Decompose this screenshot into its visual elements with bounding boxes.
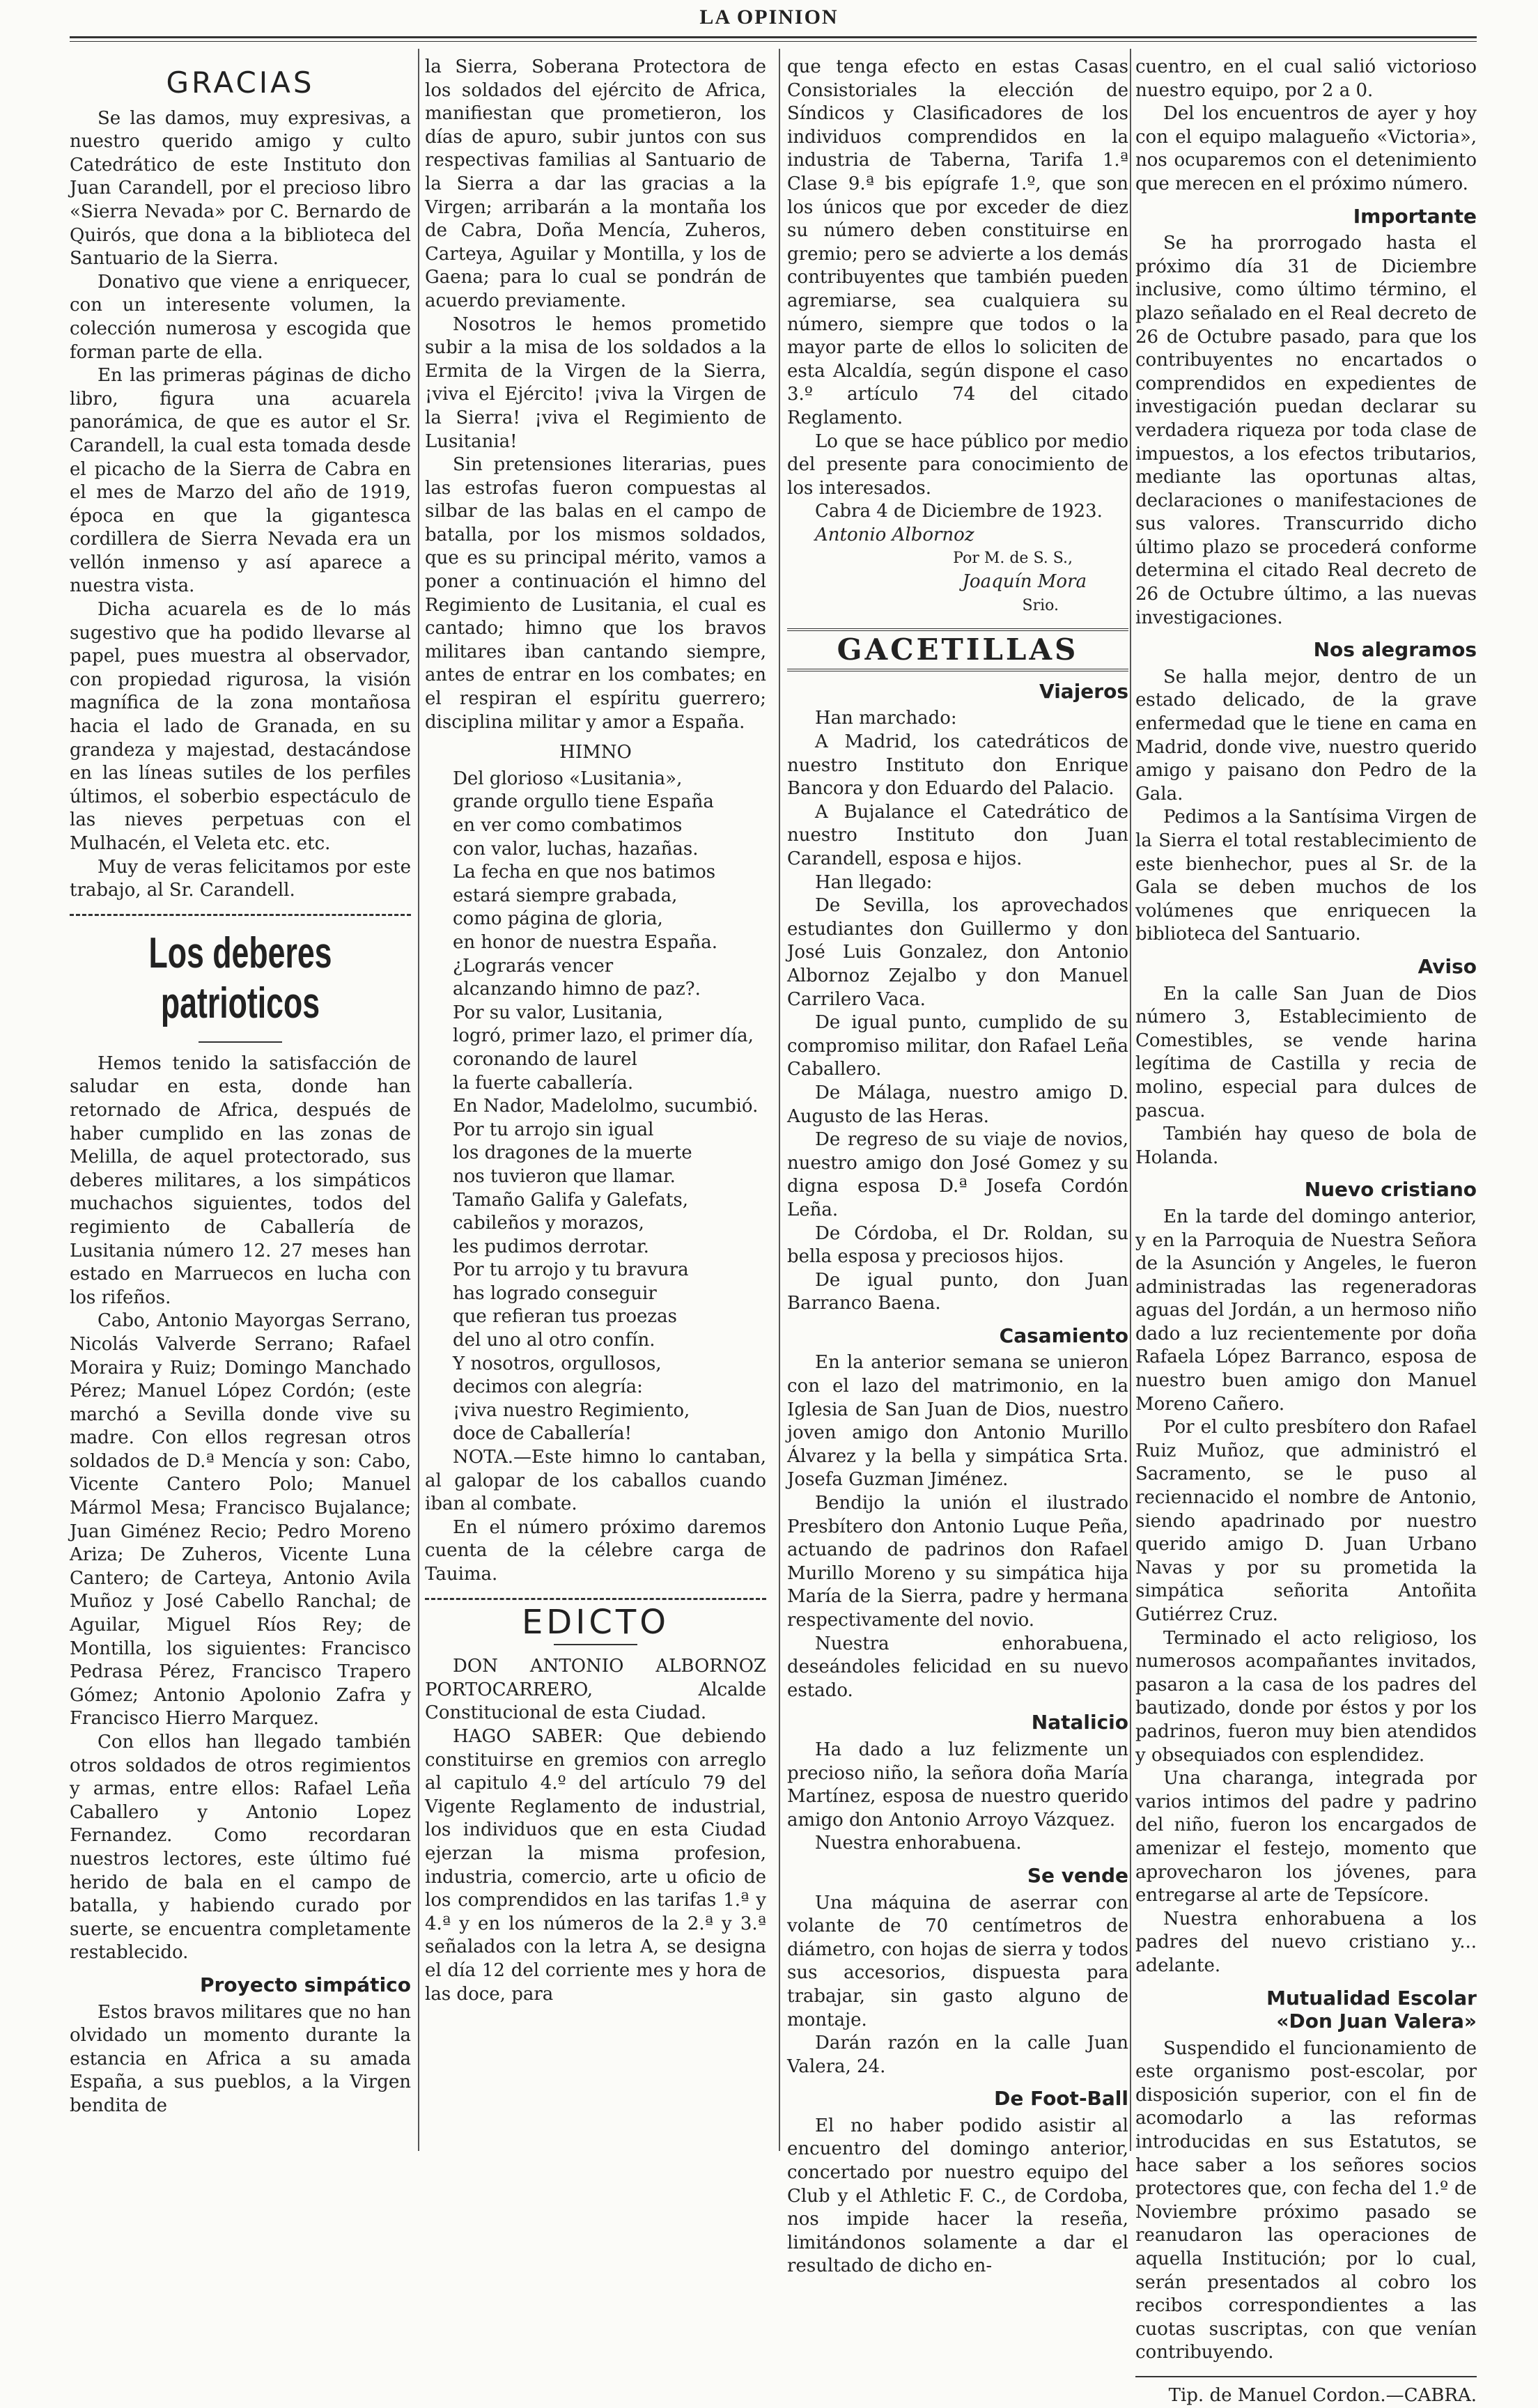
paragraph: Se las damos, muy expresivas, a nuestro querido amigo y culto Catedrático de este Instituto don Juan Carandell, por el precioso libro «Sierra Nevada» por C. Bernardo de Quirós, que dona a la biblioteca del Santuario de la Sierra. — [70, 107, 411, 271]
column-4 — [1135, 56, 1477, 2151]
importante-heading: Importante — [1135, 205, 1477, 228]
paragraph: Con ellos han llegado también otros soldados de otros regimientos y armas, entre ellos: Rafael Leña Caballero y Antonio Lopez Fernandez. Como recordaran nuestros lectores, este último fué herido de bala en el campo de batalla, y habiendo curado por suerte, se encuentra completamente restablecido. — [70, 1731, 411, 1965]
footer-rule — [1135, 2376, 1477, 2377]
deberes-body — [70, 1052, 411, 1965]
poem-line: Del glorioso «Lusitania», — [453, 768, 766, 791]
paragraph: que tenga efecto en estas Casas Consistoriales la elección de Síndicos y Clasificadores de los individuos comprendidos en la industria de Taberna, Tarifa 1.ª Clase 9.ª bis epígrafe 1.º, que son los únicos que por exceder de diez su número deben constituirse en gremio; pero se advierte a los demás contribuyentes que también pueden agremiarse, sea cualquiera su número, siempre que todos o la mayor parte de ellos lo soliciten de esta Alcaldía, según dispone el caso 3.º artículo 74 del citado Reglamento. — [787, 56, 1128, 430]
sevende-heading: Se vende — [787, 1864, 1128, 1888]
paragraph: Nuestra enhorabuena a los padres del nuevo cristiano y... adelante. — [1135, 1908, 1477, 1978]
paragraph: Han marchado: — [787, 707, 1128, 731]
column-1 — [70, 56, 411, 2151]
natalicio-heading: Natalicio — [787, 1711, 1128, 1734]
alegramos-heading: Nos alegramos — [1135, 638, 1477, 662]
poem-line: Por su valor, Lusitania, — [453, 1002, 766, 1025]
column-divider — [1130, 49, 1131, 2151]
paragraph: Cabo, Antonio Mayorgas Serrano, Nicolás Valverde Serrano; Rafael Moraira y Ruiz; Domingo Manchado Pérez; Manuel López Cordón; (este marchó a Sevilla donde vive su madre. Con ellos regresan otros soldados de D.ª Mencía y son: Cabo, Vicente Cantero Polo; Manuel Mármol Mesa; Francisco Bujalance; Juan Giménez Recio; Pedro Moreno Ariza; De Zuheros, Vicente Luna Cantero; de Carteya, Antonio Avila Muñoz y José Cabello Ranchal; de Aguilar, Miguel Ríos Rey; de Montilla, los siguientes: Francisco Pedrasa Pérez, Francisco Trapero Gómez; Antonio Apolonio Zafra y Francisco Hierro Marquez. — [70, 1310, 411, 1731]
poem-line: los dragones de la muerte — [453, 1142, 766, 1165]
paragraph: NOTA.—Este himno lo cantaban, al galopar de los caballos cuando iban al combate. — [425, 1446, 766, 1516]
poem-line: nos tuvieron que llamar. — [453, 1165, 766, 1189]
poem-line: en ver como combatimos — [453, 814, 766, 838]
paragraph: Nuestra enhorabuena. — [787, 1832, 1128, 1856]
paragraph: En la tarde del domingo anterior, y en la Parroquia de Nuestra Señora de la Asunción y Angeles, le fueron administradas las regeneradoras aguas del Jordán, a un hermoso niño dado a luz recientemente por doña Rafaela López Barranco, esposa de nuestro buen amigo don Manuel Moreno Cañero. — [1135, 1206, 1477, 1416]
section-divider — [787, 628, 1128, 631]
paragraph: la Sierra, Soberana Protectora de los soldados del ejército de Africa, manifiestan que prometieron, los días de apuro, subir juntos con sus respectivas familias al Santuario de la Sierra a dar las gracias a la Virgen; arribarán a la montaña los de Cabra, Doña Mencía, Zuheros, Carteya, Aguilar y Montilla, y los de Gaena; para lo cual se pondrán de acuerdo previamente. — [425, 56, 766, 313]
paragraph: Muy de veras felicitamos por este trabajo, al Sr. Carandell. — [70, 856, 411, 903]
paragraph: Una charanga, integrada por varios intimos del padre y padrino del niño, fueron los encargados de amenizar el festejo, momento que aprovecharon los jóvenes, para entregarse al arte de Tepsícore. — [1135, 1767, 1477, 1908]
paragraph: Ha dado a luz felizmente un precioso niño, la señora doña María Martínez, esposa de nuestro querido amigo don Antonio Arroyo Vázquez. — [787, 1739, 1128, 1832]
deberes-heading: Los deberes patrioticos — [77, 929, 403, 1029]
poem-line: logró, primer lazo, el primer día, — [453, 1025, 766, 1048]
paragraph: Donativo que viene a enriquecer, con un interesente volumen, la colección numerosa y escogida que forman parte de ella. — [70, 271, 411, 364]
paragraph: De Córdoba, el Dr. Roldan, su bella esposa y preciosos hijos. — [787, 1222, 1128, 1269]
paragraph: Han llegado: — [787, 871, 1128, 895]
section-divider — [70, 914, 411, 916]
paragraph: Estos bravos militares que no han olvidado un momento durante la estancia en Africa a su amada España, a sus pueblos, a la Virgen bendita de — [70, 2001, 411, 2118]
paragraph: Bendijo la unión el ilustrado Presbítero don Antonio Luque Peña, actuando de padrinos don Rafael Murillo Moreno y su simpática hija María de la Sierra, padre y hermana respectivamente del novio. — [787, 1492, 1128, 1633]
paragraph: En las primeras páginas de dicho libro, figura una acuarela panorámica, de que es autor el Sr. Carandell, la cual esta tomada desde el picacho de la Sierra de Cabra en el mes de Marzo del año de 1919, época en que la gigantesca cordillera de Sierra Nevada era un vellón inmenso y así aparece a nuestra vista. — [70, 364, 411, 598]
poem-line: ¡viva nuestro Regimiento, — [453, 1399, 766, 1423]
paragraph: Se halla mejor, dentro de un estado delicado, de la grave enfermedad que le tiene en cama en Madrid, donde vive, nuestro querido amigo y paisano don Pedro de la Gala. — [1135, 666, 1477, 807]
signature-mora: Joaquín Mora — [787, 570, 1128, 594]
date-line: Cabra 4 de Diciembre de 1923. — [787, 500, 1128, 524]
poem-line: Tamaño Galifa y Galefats, — [453, 1189, 766, 1213]
cristiano-heading: Nuevo cristiano — [1135, 1178, 1477, 1202]
paragraph: Dicha acuarela es de lo más sugestivo que ha podido llevarse al papel, pues muestra al observador, con propiedad rigurosa, la visión magnífica de la zona montañosa hacia el lado de Granada, en su grandeza y majestad, destacándose en las líneas sutiles de los perfiles últimos, el soberbio espectáculo de las nieves perpetuas con el Mulhacén, el Veleta etc. etc. — [70, 598, 411, 856]
paragraph: HAGO SABER: Que debiendo constituirse en gremios con arreglo al capitulo 4.º del artículo 79 del Vigente Reglamento de industrial, los individuos que en esta Ciudad ejerzan la misma profesion, industria, comercio, arte u oficio de los comprendidos en las tarifas 1.ª y 4.ª y en los números de la 2.ª y 3.ª señalados con la letra A, se designa el día 12 del corriente mes y hora de las doce, para — [425, 1725, 766, 2006]
poem-line: decimos con alegría: — [453, 1376, 766, 1399]
poem-line: la fuerte caballería. — [453, 1072, 766, 1096]
paragraph: Se ha prorrogado hasta el próximo día 31 de Diciembre inclusive, como último término, el plazo señalado en el Real decreto de 26 de Octubre pasado, para que los contribuyentes no encartados o comprendidos en expedientes de investigación puedan declarar su verdadera riqueza por toda clase de impuestos, a los efectos tributarios, mediante las oportunas altas, declaraciones o manifestaciones de sus valores. Transcurrido dicho último plazo se procederá conforme determina el citado Real decreto de 26 de Octubre último, a las nuevas investigaciones. — [1135, 232, 1477, 630]
printer-credit: Tip. de Manuel Cordon.—CABRA. — [1135, 2384, 1477, 2408]
section-divider — [425, 1598, 766, 1600]
poem-line: ¿Lograrás vencer — [453, 955, 766, 979]
poem-line: La fecha en que nos batimos — [453, 861, 766, 885]
paragraph: El no haber podido asistir al encuentro del domingo anterior, concertado por nuestro equipo del Club y el Athletic F. C., de Cordoba, nos impide hacer la reseña, limitándonos solamente a dar el resultado de dicho en- — [787, 2115, 1128, 2278]
poem-line: has logrado conseguir — [453, 1282, 766, 1306]
paragraph: Terminado el acto religioso, los numerosos acompañantes invitados, pasaron a la casa de los padres del bautizado, donde por éstos y por los padrinos, fueron muy bien atendidos y obsequiados con esplendidez. — [1135, 1627, 1477, 1768]
himno-heading: HIMNO — [425, 741, 766, 765]
section-divider — [787, 669, 1128, 671]
paragraph: Del los encuentros de ayer y hoy con el equipo malagueño «Victoria», nos ocuparemos con el detenimiento que merecen en el próximo número. — [1135, 102, 1477, 196]
poem-line: grande orgullo tiene España — [453, 791, 766, 814]
poem-line: doce de Caballería! — [453, 1422, 766, 1446]
proyecto-heading: Proyecto simpático — [70, 1973, 411, 1997]
edicto-heading: EDICTO — [425, 1611, 766, 1635]
column-divider — [779, 49, 780, 2151]
poem-line: coronando de laurel — [453, 1048, 766, 1072]
poem-line: estará siempre grabada, — [453, 885, 766, 908]
poem-line: con valor, luchas, hazañas. — [453, 838, 766, 862]
gacetillas-heading: GACETILLAS — [787, 638, 1128, 662]
paragraph: En la anterior semana se unieron con el lazo del matrimonio, en la Iglesia de San Juan de Dios, nuestro joven amigo don Antonio Murillo Álvarez y la bella y simpática Srta. Josefa Guzman Jiménez. — [787, 1351, 1128, 1492]
mutualidad-heading: Mutualidad Escolar — [1135, 1987, 1477, 2010]
poem-line: del uno al otro confín. — [453, 1329, 766, 1353]
poem-line: cabileños y morazos, — [453, 1212, 766, 1236]
paragraph: Suspendido el funcionamiento de este organismo post-escolar, por disposición superior, con el fin de acomodarlo a las reformas introducidas en sus Estatutos, se hace saber a los señores socios protectores que, con fecha del 1.º de Noviembre próximo pasado se reanudaron las operaciones de aquella Institución; por lo cual, serán presentados al cobro los recibos correspondientes a las cuotas suscriptas, con que venían contribuyendo. — [1135, 2037, 1477, 2365]
gracias-body — [70, 107, 411, 903]
masthead-rule — [70, 36, 1477, 38]
football-heading: De Foot-Ball — [787, 2087, 1128, 2111]
paragraph: De Sevilla, los aprovechados estudiantes don Guillermo y don José Luis Gonzalez, don Antonio Albornoz Zejalbo y don Manuel Carrilero Vaca. — [787, 894, 1128, 1011]
poem-line: que refieran tus proezas — [453, 1305, 766, 1329]
aviso-heading: Aviso — [1135, 955, 1477, 979]
signature-srio: Srio. — [787, 594, 1128, 618]
poem-line: alcanzando himno de paz?. — [453, 978, 766, 1002]
paragraph: Por el culto presbítero don Rafael Ruiz Muñoz, que administró el Sacramento, se le puso al reciennacido el nombre de Antonio, siendo apadrinado por nuestro querido amigo D. Juan Urbano Navas y por su prometida la simpática señorita Antoñita Gutiérrez Cruz. — [1135, 1416, 1477, 1626]
paragraph: Nosotros le hemos prometido subir a la misa de los soldados a la Ermita de la Virgen de la Sierra, ¡viva el Ejército! ¡viva la Virgen de la Sierra! ¡viva el Regimiento de Lusitania! — [425, 313, 766, 454]
column-3 — [787, 56, 1128, 2151]
paragraph: De Málaga, nuestro amigo D. Augusto de las Heras. — [787, 1082, 1128, 1128]
poem-line: Y nosotros, orgullosos, — [453, 1353, 766, 1376]
paragraph: También hay queso de bola de Holanda. — [1135, 1123, 1477, 1170]
masthead: LA OPINION — [0, 6, 1538, 29]
paragraph: DON ANTONIO ALBORNOZ PORTOCARRERO, Alcalde Constitucional de esta Ciudad. — [425, 1655, 766, 1725]
poem-line: Por tu arrojo sin igual — [453, 1119, 766, 1142]
column-2 — [425, 56, 766, 2151]
paragraph: Lo que se hace público por medio del presente para conocimiento de los interesados. — [787, 430, 1128, 501]
paragraph: Pedimos a la Santísima Virgen de la Sierra el total restablecimiento de este bienhechor, pues al Sr. de la Gala se deben muchos de los volúmenes que enriquecen la biblioteca del Santuario. — [1135, 806, 1477, 947]
paragraph: Hemos tenido la satisfacción de saludar en esta, donde han retornado de Africa, después de haber cumplido en las zonas de Melilla, de aquel protectorado, sus deberes militares, a los simpáticos muchachos siguientes, todos del regimiento de Caballería de Lusitania número 12. 27 meses han estado en Marruecos en lucha con los rifeños. — [70, 1052, 411, 1310]
casamiento-heading: Casamiento — [787, 1324, 1128, 1348]
paragraph: A Madrid, los catedráticos de nuestro Instituto don Enrique Bancora y don Eduardo del Palacio. — [787, 731, 1128, 801]
gracias-heading: GRACIAS — [70, 71, 411, 95]
paragraph: De igual punto, don Juan Barranco Baena. — [787, 1269, 1128, 1316]
poem-line: en honor de nuestra España. — [453, 931, 766, 955]
paragraph: A Bujalance el Catedrático de nuestro Instituto don Juan Carandell, esposa e hijos. — [787, 801, 1128, 871]
poem-line: les pudimos derrotar. — [453, 1236, 766, 1259]
paragraph: Nuestra enhorabuena, deseándoles felicidad en su nuevo estado. — [787, 1633, 1128, 1703]
paragraph: Darán razón en la calle Juan Valera, 24. — [787, 2032, 1128, 2079]
paragraph: En la calle San Juan de Dios número 3, Establecimiento de Comestibles, se vende harina legítima de Castilla y recia de molino, especial para dulces de pascua. — [1135, 983, 1477, 1124]
heading-rule — [199, 1041, 282, 1043]
heading-rule — [554, 1644, 637, 1645]
paragraph: De regreso de su viaje de novios, nuestro amigo don José Gomez y su digna esposa D.ª Josefa Cordón Leña. — [787, 1128, 1128, 1222]
paragraph: Una máquina de aserrar con volante de 70 centímetros de diámetro, con hojas de sierra y todos sus accesorios, dispuesta para trabajar, sin gasto alguno de montaje. — [787, 1892, 1128, 2033]
mutualidad-heading-2: «Don Juan Valera» — [1135, 2010, 1477, 2033]
masthead-rule-thin — [70, 41, 1477, 42]
paragraph: Sin pretensiones literarias, pues las estrofas fueron compuestas al silbar de las balas en el campo de batalla, por los mismos soldados, que es su principal mérito, vamos a poner a continuación el himno del Regimiento de Lusitania, el cual es cantado; himno que los bravos militares iban cantando siempre, antes de entrar en los combates; en el respiran el espíritu guerrero; disciplina militar y amor a España. — [425, 453, 766, 734]
paragraph: En el número próximo daremos cuenta de la célebre carga de Tauima. — [425, 1516, 766, 1587]
paragraph: cuentro, en el cual salió victorioso nuestro equipo, por 2 a 0. — [1135, 56, 1477, 102]
viajeros-heading: Viajeros — [787, 680, 1128, 704]
column-divider — [418, 49, 419, 2151]
signature-name: Antonio Albornoz — [787, 524, 1128, 547]
poem-line: En Nador, Madelolmo, sucumbió. — [453, 1095, 766, 1119]
himno-poem — [425, 768, 766, 1446]
signature-por: Por M. de S. S., — [787, 547, 1128, 570]
poem-line: Por tu arrojo y tu bravura — [453, 1259, 766, 1282]
paragraph: De igual punto, cumplido de su compromiso militar, don Rafael Leña Caballero. — [787, 1011, 1128, 1082]
poem-line: como página de gloria, — [453, 908, 766, 931]
